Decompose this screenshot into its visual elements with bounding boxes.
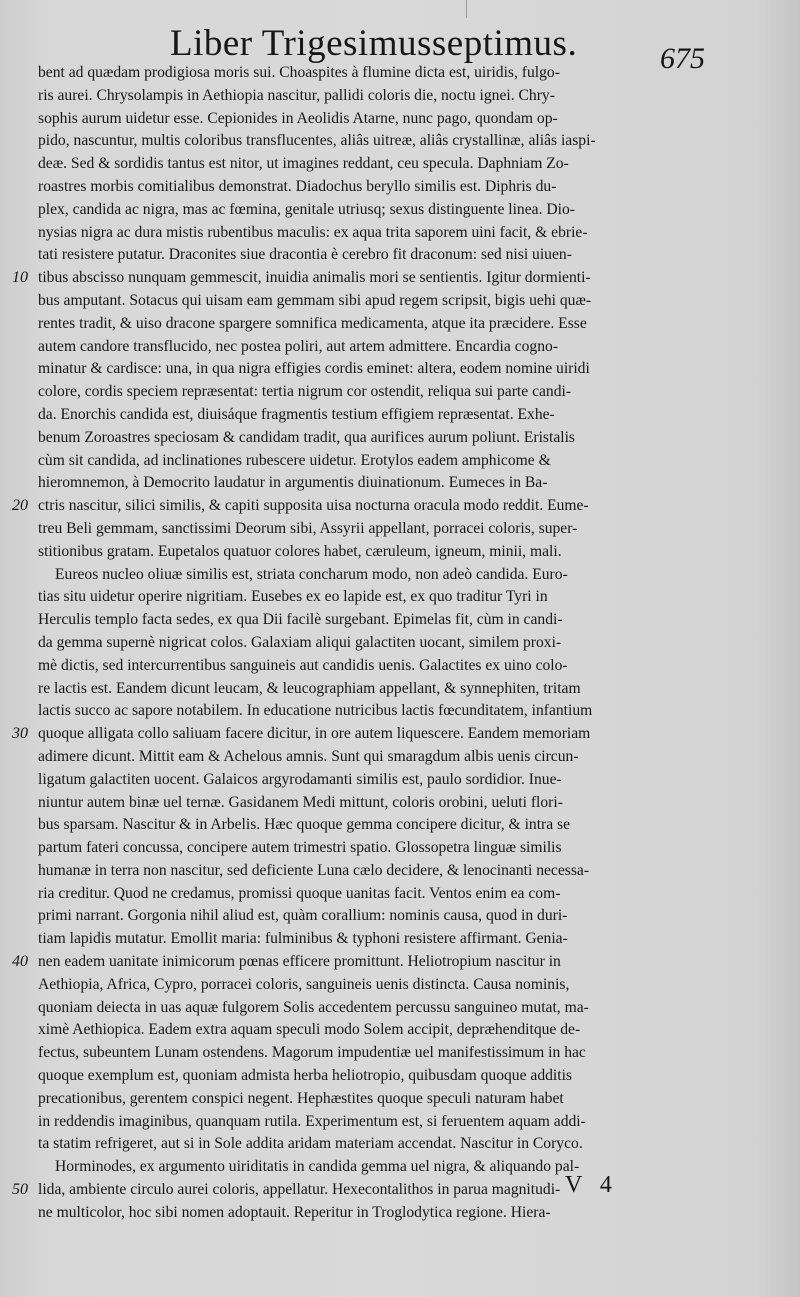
text-line <box>30 746 788 769</box>
text-line-content: ria creditur. Quod ne credamus, promissi quoque uanitas facit. Ventos enim ea com- <box>38 884 561 902</box>
text-line-content: quoque alligata collo saliuam facere dicitur, in ore autem liquescere. Eandem memoriam <box>38 725 591 743</box>
text-line-content: plex, candida ac nigra, mas ac fœmina, genitale utriusq; sexus distinguente linea. Dio- <box>38 200 575 218</box>
line-number: 30 <box>12 725 28 743</box>
text-line-content: Eureos nucleo oliuæ similis est, striata concharum modo, non adeò candida. Euro- <box>55 565 568 583</box>
text-line <box>30 541 788 564</box>
signature-mark: V 4 <box>565 1172 618 1198</box>
text-line-content: ne multicolor, hoc sibi nomen adoptauit. Reperitur in Troglodytica regione. Hiera- <box>38 1203 551 1221</box>
text-line-content: quoque exemplum est, quoniam admista herba heliotropio, quibusdam quoque additis <box>38 1067 572 1085</box>
text-line <box>30 609 788 632</box>
text-line <box>30 472 788 495</box>
text-line <box>30 62 788 85</box>
text-line <box>30 997 788 1020</box>
text-line <box>30 769 788 792</box>
text-line <box>30 1065 788 1088</box>
gutter-mark <box>466 0 467 18</box>
text-line-content: humanæ in terra non nascitur, sed deficiente Luna cælo decidere, & lenocinanti necessa- <box>38 861 590 879</box>
text-line <box>30 678 788 701</box>
text-line <box>30 1042 788 1065</box>
text-line-content: Horminodes, ex argumento uiriditatis in candida gemma uel nigra, & aliquando pal- <box>55 1158 580 1176</box>
line-number: 20 <box>12 497 28 515</box>
text-line-content: nysias nigra ac dura mistis rubentibus maculis: ex aqua trita saporem uini facit, & ebrie- <box>38 223 588 241</box>
text-line-content: Herculis templo facta sedes, ex qua Dii facilè surgebant. Epimelas fit, cùm in candi- <box>38 611 563 629</box>
text-line <box>30 108 788 131</box>
text-line <box>30 130 788 153</box>
text-line <box>30 244 788 267</box>
text-line <box>30 381 788 404</box>
text-line <box>12 951 788 974</box>
text-line <box>30 313 788 336</box>
text-line <box>30 632 788 655</box>
text-line-content: sophis aurum uidetur esse. Cepionides in Aeolidis Atarne, nunc pago, quondam op- <box>38 109 558 127</box>
text-line-content: ta statim refrigeret, aut si in Sole addita aridam materiam accendat. Nascitur in Coryco. <box>38 1135 583 1153</box>
text-line-content: cùm sit candida, ad inclinationes rubescere uidetur. Erotylos eadem amphicome & <box>38 451 551 469</box>
text-line-content: tibus abscisso nunquam gemmescit, inuidia animalis mori se sentientis. Igitur dormienti- <box>38 269 591 287</box>
text-line-content: tati resistere putatur. Draconites siue dracontia è cerebro fit draconum: sed nisi uiuen- <box>38 246 572 264</box>
text-line-content: lactis succo ac sapore notabilem. In educatione nutricibus lactis fœcunditatem, infantium <box>38 702 593 720</box>
text-line-content: hieromnemon, à Democrito laudatur in argumentis diuinationum. Eumeces in Ba- <box>38 474 548 492</box>
text-line-content: lida, ambiente circulo aurei coloris, appellatur. Hexecontalithos in parua magnitudi- <box>38 1181 561 1199</box>
line-number: 40 <box>12 953 28 971</box>
page-number: 675 <box>660 42 705 75</box>
text-line-content: primi narrant. Gorgonia nihil aliud est, quàm corallium: nominis causa, quod in duri- <box>38 907 568 925</box>
text-line-content: minatur & cardisce: una, in qua nigra effigies cordis eminet: altera, eodem nomine uiridi <box>38 360 590 378</box>
text-line-content: bent ad quædam prodigiosa moris sui. Choaspites à flumine dicta est, uiridis, fulgo- <box>38 64 560 81</box>
text-line <box>30 518 788 541</box>
text-line <box>30 586 788 609</box>
text-line <box>30 450 788 473</box>
text-line <box>30 199 788 222</box>
text-line <box>30 176 788 199</box>
text-line <box>30 290 788 313</box>
text-line <box>30 1088 788 1111</box>
text-line-content: rentes tradit, & uiso dracone spargere somnifica medicamenta, atque ita præcidere. Esse <box>38 314 587 332</box>
text-line-content: nen eadem uanitate inimicorum pœnas efficere promittunt. Heliotropium nascitur in <box>38 953 561 971</box>
text-line <box>30 837 788 860</box>
text-line-content: roastres morbis comitialibus demonstrat. Diadochus beryllo similis est. Diphris du- <box>38 177 557 195</box>
text-line <box>30 153 788 176</box>
text-block <box>12 62 788 1225</box>
text-line-content: da. Enorchis candida est, diuisáque fragmentis testium effigiem repræsentat. Exhe- <box>38 405 555 423</box>
text-line <box>30 1019 788 1042</box>
text-line-content: da gemma supernè nigricat colos. Galaxiam aliqui galactiten uocant, similem proxi- <box>38 633 562 651</box>
text-line-content: tias situ uidetur operire nigritiam. Eusebes ex eo lapide est, ex quo traditur Tyri in <box>38 588 548 606</box>
text-line <box>30 860 788 883</box>
text-line <box>30 427 788 450</box>
text-line <box>12 267 788 290</box>
text-line-content: treu Beli gemmam, sanctissimi Deorum sibi, Assyrii appellant, porracei coloris, super- <box>38 519 578 537</box>
text-line <box>12 723 788 746</box>
text-line <box>30 336 788 359</box>
text-line-content: precationibus, gerentem conspici negent. Hephæstites quoque speculi naturam habet <box>38 1089 564 1107</box>
text-line-content: adimere dicunt. Mittit eam & Achelous amnis. Sunt qui smaragdum albis uenis circun- <box>38 747 579 765</box>
text-line-content: ris aurei. Chrysolampis in Aethiopia nascitur, pallidi coloris die, noctu ignei. Chry- <box>38 86 555 104</box>
text-line-content: ctris nascitur, silici similis, & capiti supposita uisa nocturna oracula modo reddit. Eume- <box>38 497 589 515</box>
text-line <box>30 1156 788 1179</box>
running-title: Liber Trigesimusseptimus. <box>170 23 578 64</box>
text-line <box>30 358 788 381</box>
text-line-content: stitionibus gratam. Eupetalos quatuor colores habet, cæruleum, igneum, minii, mali. <box>38 542 562 560</box>
line-number: 50 <box>12 1181 28 1199</box>
text-line-content: niuntur autem binæ uel ternæ. Gasidanem Medi mittunt, coloris orobini, ueluti flori- <box>38 793 563 811</box>
text-line <box>30 974 788 997</box>
text-line-content: bus amputant. Sotacus qui uisam eam gemmam sibi apud regem scripsit, bigis uehi quæ- <box>38 291 592 309</box>
text-line-content: ximè Aethiopica. Eadem extra aquam speculi modo Solem accipit, depræhenditque de- <box>38 1021 581 1039</box>
text-line <box>30 1111 788 1134</box>
text-line-content: partum fateri concussa, concipere autem trimestri spatio. Glossopetra linguæ similis <box>38 839 562 857</box>
text-line-content: Aethiopia, Africa, Cypro, porracei coloris, sanguineis uenis distincta. Causa nominis, <box>38 975 570 993</box>
text-line <box>12 495 788 518</box>
text-line-content: autem candore transflucido, nec postea poliri, aut artem admittere. Encardia cogno- <box>38 337 559 355</box>
text-line-content: colore, cordis speciem repræsentat: tertia nigrum cor ostendit, reliqua sui parte candi- <box>38 383 572 401</box>
text-line <box>30 222 788 245</box>
text-line <box>30 928 788 951</box>
text-line <box>30 700 788 723</box>
text-line <box>30 1202 788 1225</box>
text-line-content: benum Zoroastres speciosam & candidam tradit, qua aurifices aurum poliunt. Eristalis <box>38 428 575 446</box>
line-number: 10 <box>12 269 28 287</box>
text-line <box>30 883 788 906</box>
text-line <box>30 655 788 678</box>
text-line <box>30 404 788 427</box>
text-line-content: in reddendis imaginibus, quanquam rutila. Experimentum est, si feruentem aquam addi- <box>38 1112 586 1130</box>
text-line-content: ligatum galactiten uocent. Galaicos argyrodamanti similis est, paulo sordidior. Inue- <box>38 770 562 788</box>
text-line-content: deæ. Sed & sordidis tantus est nitor, ut imagines reddant, ceu specula. Daphniam Zo- <box>38 155 569 173</box>
text-line-content: quoniam deiecta in uas aquæ fulgorem Solis accedentem percussu sanguineo mutat, ma- <box>38 998 589 1016</box>
text-line-content: fectus, subeuntem Lunam ostendens. Magorum impudentiæ uel manifestissimum in hac <box>38 1044 586 1062</box>
text-line-content: mè dictis, sed intercurrentibus sanguineis aut candidis uenis. Galactites ex uino colo- <box>38 656 568 674</box>
text-line-content: pido, nascuntur, multis coloribus transflucentes, aliâs uitreæ, aliâs crystallinæ, aliâs iaspi- <box>38 132 596 150</box>
text-line-content: re lactis est. Eandem dicunt leucam, & leucographiam appellant, & synnephiten, tritam <box>38 679 581 697</box>
text-line <box>30 1133 788 1156</box>
text-line <box>30 564 788 587</box>
text-line <box>12 1179 788 1202</box>
text-line <box>30 905 788 928</box>
text-line-content: bus sparsam. Nascitur & in Arbelis. Hæc quoque gemma concipere dicitur, & intra se <box>38 816 571 834</box>
text-line <box>30 814 788 837</box>
text-line <box>30 85 788 108</box>
text-line <box>30 792 788 815</box>
text-line-content: tiam lapidis mutatur. Emollit maria: fulminibus & typhoni resistere affirmant. Genia- <box>38 930 568 948</box>
